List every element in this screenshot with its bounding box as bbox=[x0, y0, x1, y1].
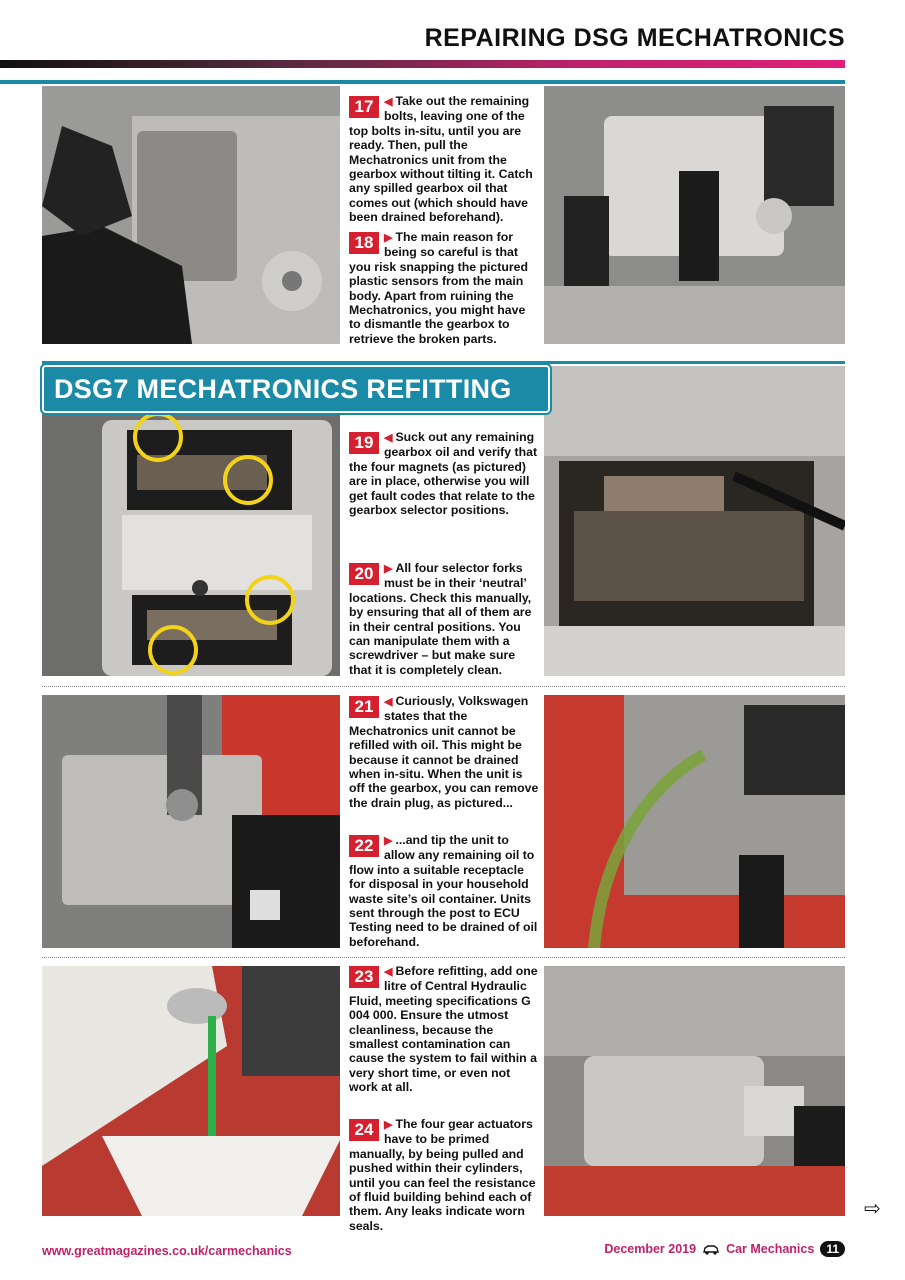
step-number: 21 bbox=[349, 696, 379, 718]
photo-step-24 bbox=[544, 966, 845, 1216]
step-18 bbox=[349, 230, 539, 346]
right-arrow-icon: ▶ bbox=[384, 835, 393, 847]
step-20 bbox=[349, 561, 539, 677]
footer-magazine: Car Mechanics bbox=[726, 1242, 815, 1256]
step-text: ...and tip the unit to allow any remaining oil to flow into a suitable receptacle for disposal in your household waste site’s oil container. Units sent through the post to ECU Testing need to be drained of oil beforehand. bbox=[349, 833, 538, 949]
step-21 bbox=[349, 694, 539, 810]
photo-step-19 bbox=[42, 410, 340, 676]
car-icon bbox=[702, 1244, 720, 1255]
step-number: 17 bbox=[349, 96, 379, 118]
step-text: All four selector forks must be in their ‘neutral’ locations. Check this manually, by ensuring that all of them are in their central positions. You can manipulate them with a screwdriver – but make sure that it is completely clean. bbox=[349, 561, 532, 677]
step-22 bbox=[349, 833, 539, 949]
step-24 bbox=[349, 1117, 539, 1233]
right-arrow-icon: ▶ bbox=[384, 232, 393, 244]
section-divider bbox=[42, 361, 845, 364]
left-arrow-icon: ◀ bbox=[384, 96, 393, 108]
header-gradient-bar bbox=[0, 60, 845, 68]
photo-step-18 bbox=[544, 86, 845, 344]
step-text: The main reason for being so careful is that you risk snapping the pictured plastic sensors from the main body. Apart from ruining the Mechatronics, you might have to dismantle the gearbox to retrieve the broken parts. bbox=[349, 230, 529, 346]
photo-step-21 bbox=[42, 695, 340, 948]
footer-url[interactable]: www.greatmagazines.co.uk/carmechanics bbox=[42, 1244, 292, 1258]
section-banner bbox=[42, 365, 550, 413]
step-text: Take out the remaining bolts, leaving one of the top bolts in-situ, until you are ready. Then, pull the Mechatronics unit from the gearbox without tilting it. Catch any spilled gearbox oil that comes out (which should have been drained beforehand). bbox=[349, 94, 533, 225]
next-page-arrow-icon[interactable]: ⇨ bbox=[864, 1198, 881, 1220]
step-text: The four gear actuators have to be primed manually, by being pulled and pushed within their cylinders, until you can feel the resistance of fluid building behind each of them. Any leaks indicate worn seals. bbox=[349, 1117, 536, 1233]
footer-date: December 2019 bbox=[604, 1242, 697, 1256]
photo-step-22 bbox=[544, 695, 845, 948]
top-divider bbox=[0, 80, 845, 84]
step-text: Suck out any remaining gearbox oil and verify that the four magnets (as pictured) are in place, otherwise you will get fault codes that relate to the gearbox selector positions. bbox=[349, 430, 538, 518]
footer-issue bbox=[604, 1241, 845, 1257]
photo-step-20 bbox=[544, 366, 845, 676]
step-number: 22 bbox=[349, 835, 379, 857]
dotted-divider bbox=[42, 686, 845, 687]
left-arrow-icon: ◀ bbox=[384, 432, 393, 444]
step-23 bbox=[349, 964, 539, 1095]
step-number: 19 bbox=[349, 432, 379, 454]
right-arrow-icon: ▶ bbox=[384, 563, 393, 575]
photo-step-23 bbox=[42, 966, 340, 1216]
left-arrow-icon: ◀ bbox=[384, 696, 393, 708]
section-title: DSG7 MECHATRONICS REFITTING bbox=[54, 374, 512, 404]
right-arrow-icon: ▶ bbox=[384, 1119, 393, 1131]
step-text: Curiously, Volkswagen states that the Mechatronics unit cannot be refilled with oil. This might be because it cannot be drained when in-situ. When the unit is off the gearbox, you can remove the drain plug, as pictured... bbox=[349, 694, 539, 810]
photo-step-17 bbox=[42, 86, 340, 344]
page-number: 11 bbox=[820, 1241, 845, 1257]
step-number: 24 bbox=[349, 1119, 379, 1141]
step-text: Before refitting, add one litre of Central Hydraulic Fluid, meeting specifications G 004 000. Ensure the utmost cleanliness, because the smallest contamination can cause the system to fail within a very short time, or even not work at all. bbox=[349, 964, 538, 1095]
left-arrow-icon: ◀ bbox=[384, 966, 393, 978]
step-number: 23 bbox=[349, 966, 379, 988]
page-header-title: REPAIRING DSG MECHATRONICS bbox=[424, 24, 845, 52]
step-17 bbox=[349, 94, 539, 225]
step-number: 20 bbox=[349, 563, 379, 585]
step-number: 18 bbox=[349, 232, 379, 254]
dotted-divider bbox=[42, 957, 845, 958]
step-19 bbox=[349, 430, 539, 517]
